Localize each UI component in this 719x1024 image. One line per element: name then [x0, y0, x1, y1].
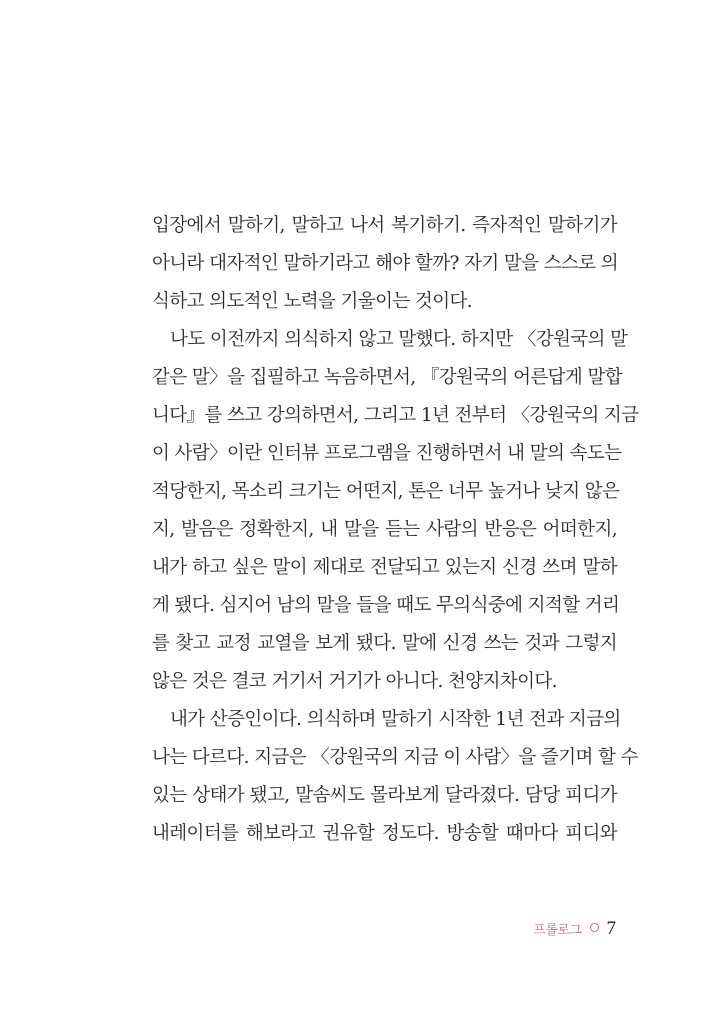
- circle-separator-icon: [590, 923, 599, 932]
- text-line: 입장에서 말하기, 말하고 나서 복기하기. 즉자적인 말하기가: [152, 215, 617, 236]
- page-number: 7: [606, 918, 616, 939]
- text-line: 니다』를 쓰고 강의하면서, 그리고 1년 전부터 〈강원국의 지금: [152, 405, 639, 426]
- text-line: 식하고 의도적인 노력을 기울이는 것이다.: [152, 291, 473, 312]
- text-line: 적당한지, 목소리 크기는 어떤지, 톤은 너무 높거나 낮지 않은: [152, 481, 620, 502]
- text-line: 나는 다르다. 지금은 〈강원국의 지금 이 사람〉을 즐기며 할 수: [152, 747, 638, 768]
- page-footer: [533, 918, 616, 940]
- text-line: 지, 발음은 정확한지, 내 말을 듣는 사람의 반응은 어떠한지,: [152, 519, 617, 540]
- text-line: 내레이터를 해보라고 권유할 정도다. 방송할 때마다 피디와: [152, 823, 617, 844]
- text-line: 내가 산증인이다. 의식하며 말하기 시작한 1년 전과 지금의: [170, 709, 621, 730]
- text-line: 나도 이전까지 의식하지 않고 말했다. 하지만 〈강원국의 말: [170, 329, 628, 350]
- text-line: 게 됐다. 심지어 남의 말을 들을 때도 무의식중에 지적할 거리: [152, 595, 620, 616]
- text-line: 내가 하고 싶은 말이 제대로 전달되고 있는지 신경 쓰며 말하: [152, 557, 617, 578]
- section-title: 프롤로그: [533, 923, 582, 938]
- text-line: 를 찾고 교정 교열을 보게 됐다. 말에 신경 쓰는 것과 그렇지: [152, 633, 617, 654]
- body-text: [152, 211, 639, 857]
- text-line: 않은 것은 결코 거기서 거기가 아니다. 천양지차이다.: [152, 671, 557, 692]
- text-line: 이 사람〉이란 인터뷰 프로그램을 진행하면서 내 말의 속도는: [152, 443, 622, 464]
- text-line: 아니라 대자적인 말하기라고 해야 할까? 자기 말을 스스로 의: [152, 253, 619, 274]
- text-line: 있는 상태가 됐고, 말솜씨도 몰라보게 달라졌다. 담당 피디가: [152, 785, 617, 806]
- text-line: 같은 말〉을 집필하고 녹음하면서, 『강원국의 어른답게 말합: [152, 367, 622, 388]
